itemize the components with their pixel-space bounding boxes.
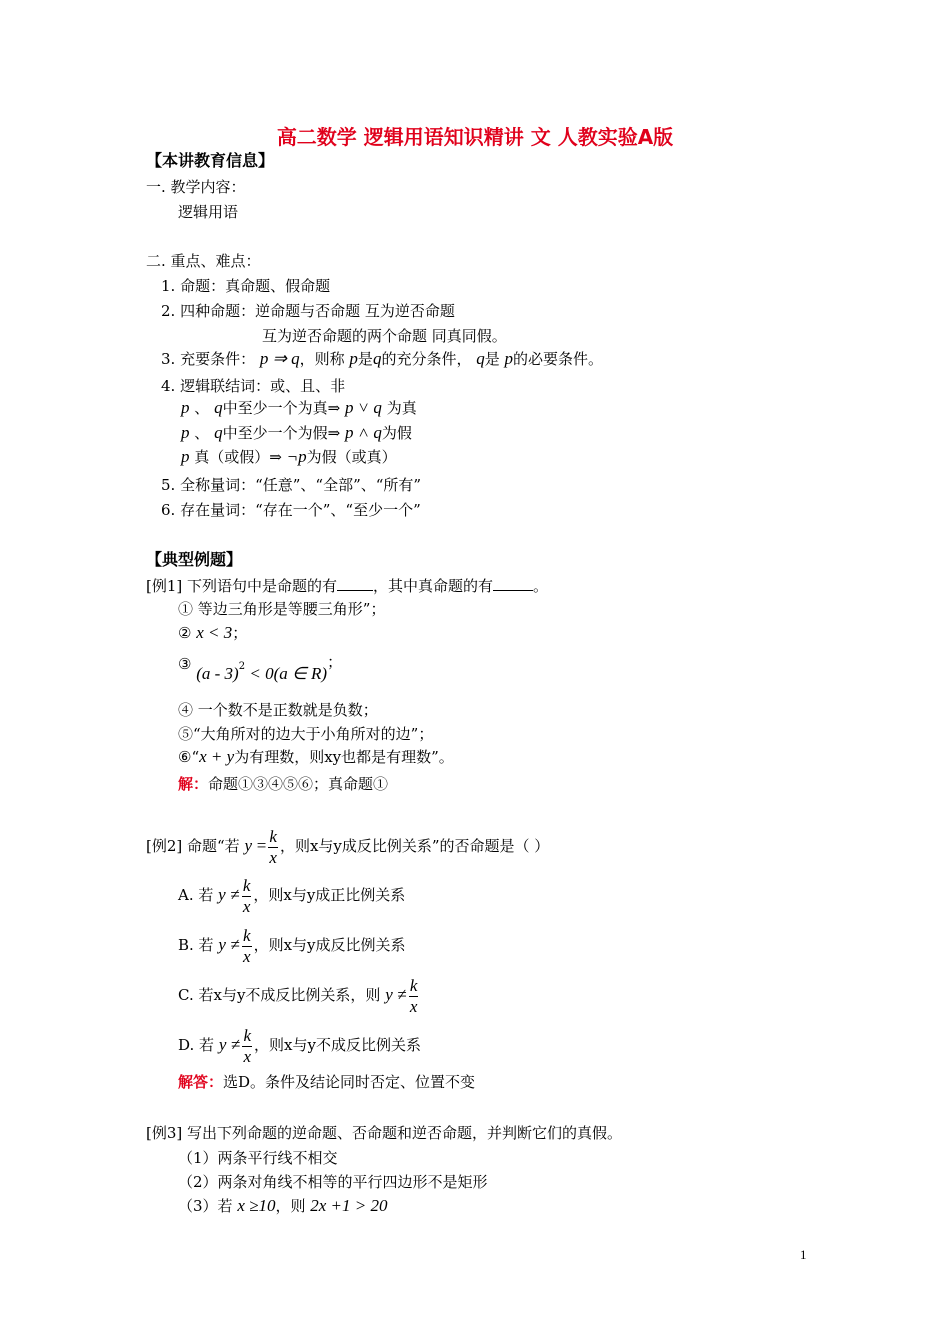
section-header-info: 【本讲教育信息】	[146, 151, 275, 170]
ex3-item-2: （2）两条对角线不相等的平行四边形不是矩形	[178, 1173, 488, 1191]
i3-text-5: 的必要条件。	[513, 350, 604, 368]
ex1-option-1: ① 等边三角形是等腰三角形”；	[178, 600, 386, 618]
ex1-stem-a: [例1] 下列语句中是命题的有	[146, 577, 338, 595]
l2-math: p ˄ q	[344, 423, 382, 442]
ex2-fraction	[268, 827, 278, 868]
l3-text: 真（或假）⇒	[194, 448, 282, 466]
l3-p: p	[181, 447, 190, 466]
s2-item-5: 5. 全称量词：“任意”、“全部”、“所有”	[161, 476, 422, 494]
i3-text-2: 是	[357, 350, 373, 368]
l1-text: 中至少一个为真⇒	[222, 399, 341, 417]
ex1-o3-sup: 2	[238, 661, 246, 672]
s2-item-4-line-3	[181, 447, 397, 467]
frac-num: k	[243, 1025, 252, 1045]
frac-num: k	[409, 975, 418, 995]
ex2-answer	[178, 1072, 475, 1092]
i3-lead: 3. 充要条件：	[161, 350, 256, 368]
i3-math: p ⇒ q	[259, 349, 300, 368]
opt-b-lead: B. 若	[178, 936, 214, 954]
i3-q2: q	[476, 349, 485, 368]
i3-text-4: 是	[484, 350, 500, 368]
frac-den: x	[243, 946, 251, 966]
ex2-eq: =	[256, 836, 267, 855]
opt-a-fraction	[242, 876, 252, 917]
i3-p2: p	[504, 349, 514, 368]
s1-heading: 一. 教学内容：	[146, 178, 246, 196]
opt-a-lead: A. 若	[178, 886, 214, 904]
ex1-o3-num: ③	[178, 655, 192, 673]
ex1-o2-math: x < 3	[196, 623, 233, 642]
ex3-o3-math-2: 2x +1 > 20	[310, 1196, 388, 1215]
i3-text-1: ，则称	[299, 350, 345, 368]
s2-item-2: 2. 四种命题：逆命题与否命题 互为逆否命题	[161, 302, 455, 320]
ex1-o3-end: ；	[327, 653, 343, 671]
ex1-o6-b: 为有理数，则xy也都是有理数”。	[234, 748, 454, 766]
frac-den: x	[269, 847, 277, 867]
ex2-option-c	[178, 973, 420, 1017]
frac-num: k	[242, 875, 251, 895]
ex2-option-a	[178, 873, 405, 917]
ex1-stem-b: ，其中真命题的有	[373, 577, 494, 595]
s2-item-4: 4. 逻辑联结词：或、且、非	[161, 377, 346, 395]
opt-c-lead: C. 若x与y不成反比例关系，则	[178, 986, 381, 1004]
ex1-option-3	[178, 651, 343, 683]
ex1-stem	[146, 575, 548, 596]
opt-d-fraction	[242, 1026, 252, 1067]
opt-d-y: y	[218, 1035, 227, 1054]
i3-q: q	[372, 349, 382, 368]
ex1-answer-text: 命题①③④⑤⑥；真命题①	[208, 775, 389, 793]
frac-den: x	[409, 996, 418, 1016]
opt-c-y: y	[385, 985, 393, 1004]
frac-den: x	[243, 1046, 252, 1066]
opt-c-neq: ≠	[397, 985, 407, 1004]
opt-a-tail: ，则x与y成正比例关系	[253, 886, 406, 904]
s2-item-4-line-1	[181, 398, 417, 418]
i3-p: p	[349, 349, 358, 368]
ex1-answer	[178, 774, 388, 794]
l1-q: q	[214, 398, 223, 417]
ex2-answer-label: 解答：	[178, 1073, 224, 1091]
ex1-o3-math-a: (a - 3)	[196, 664, 239, 683]
ex3-stem: [例3] 写出下列命题的逆命题、否命题和逆否命题，并判断它们的真假。	[146, 1124, 623, 1142]
ex1-o6-math: x + y	[199, 747, 235, 766]
i3-text-3: 的充分条件，	[381, 350, 472, 368]
ex2-stem-a: [例2] 命题“若	[146, 837, 240, 855]
s2-item-4-line-2	[181, 423, 412, 443]
ex3-item-1: （1）两条平行线不相交	[178, 1149, 338, 1167]
ex1-option-6	[178, 747, 454, 767]
l2-q: q	[214, 423, 223, 442]
ex1-o2-num: ②	[178, 624, 192, 642]
section-header-examples: 【典型例题】	[146, 550, 243, 569]
frac-den: x	[242, 896, 251, 916]
page-number: 1	[800, 1247, 807, 1262]
l2-sep: 、	[194, 424, 210, 442]
s2-item-1: 1. 命题：真命题、假命题	[161, 277, 331, 295]
opt-a-y: y	[218, 885, 226, 904]
ex3-o3-math-1: x ≥10	[237, 1196, 276, 1215]
l3-math: ¬p	[286, 447, 307, 466]
ex1-answer-label: 解：	[178, 775, 209, 793]
opt-b-tail: ，则x与y成反比例关系	[253, 936, 406, 954]
ex3-item-3	[178, 1196, 388, 1216]
s2-item-3	[161, 349, 603, 369]
l1-sep: 、	[194, 399, 210, 417]
ex1-blank-2	[493, 575, 533, 591]
l1-end: 为真	[386, 399, 417, 417]
ex1-o6-a: ⑥“	[178, 748, 200, 766]
l1-math: p ˅ q	[344, 398, 382, 417]
opt-d-neq: ≠	[231, 1035, 241, 1054]
ex1-o3-math-b: < 0(a ∈ R)	[245, 664, 328, 683]
s2-item-6: 6. 存在量词：“存在一个”、“至少一个”	[161, 501, 421, 519]
opt-b-fraction	[242, 926, 252, 967]
ex2-stem-b: ，则x与y成反比例关系”的否命题是（ ）	[279, 837, 550, 855]
ex2-answer-text: 选D。条件及结论同时否定、位置不变	[223, 1073, 476, 1091]
ex2-option-d	[178, 1023, 421, 1067]
s2-heading: 二. 重点、难点：	[146, 252, 261, 270]
opt-c-fraction	[409, 976, 419, 1017]
ex3-o3-lead: （3）若	[178, 1197, 233, 1215]
ex1-option-2	[178, 623, 247, 643]
s2-item-2-cont: 互为逆否命题的两个命题 同真同假。	[262, 327, 507, 345]
frac-num: k	[243, 925, 251, 945]
l3-end: 为假（或真）	[306, 448, 397, 466]
document-title: 高二数学 逻辑用语知识精讲 文 人教实验A版	[276, 125, 674, 149]
ex1-o2-end: ；	[232, 624, 248, 642]
opt-d-tail: ，则x与y不成反比例关系	[254, 1036, 421, 1054]
opt-d-lead: D. 若	[178, 1036, 215, 1054]
opt-b-y: y	[218, 935, 226, 954]
ex3-o3-mid: ，则	[275, 1197, 306, 1215]
frac-num: k	[269, 826, 277, 846]
opt-b-neq: ≠	[230, 935, 241, 954]
l1-p: p	[181, 398, 190, 417]
ex2-option-b	[178, 923, 406, 967]
ex1-blank-1	[337, 575, 373, 591]
ex1-stem-c: 。	[533, 577, 549, 595]
l2-p: p	[181, 423, 190, 442]
l2-text: 中至少一个为假⇒	[222, 424, 341, 442]
ex2-y: y	[244, 836, 253, 855]
s1-content: 逻辑用语	[178, 203, 239, 221]
l2-end: 为假	[381, 424, 412, 442]
ex1-option-5: ⑤“大角所对的边大于小角所对的边”；	[178, 725, 434, 743]
opt-a-neq: ≠	[230, 885, 240, 904]
ex2-stem	[146, 824, 549, 868]
ex1-option-4: ④ 一个数不是正数就是负数；	[178, 701, 378, 719]
